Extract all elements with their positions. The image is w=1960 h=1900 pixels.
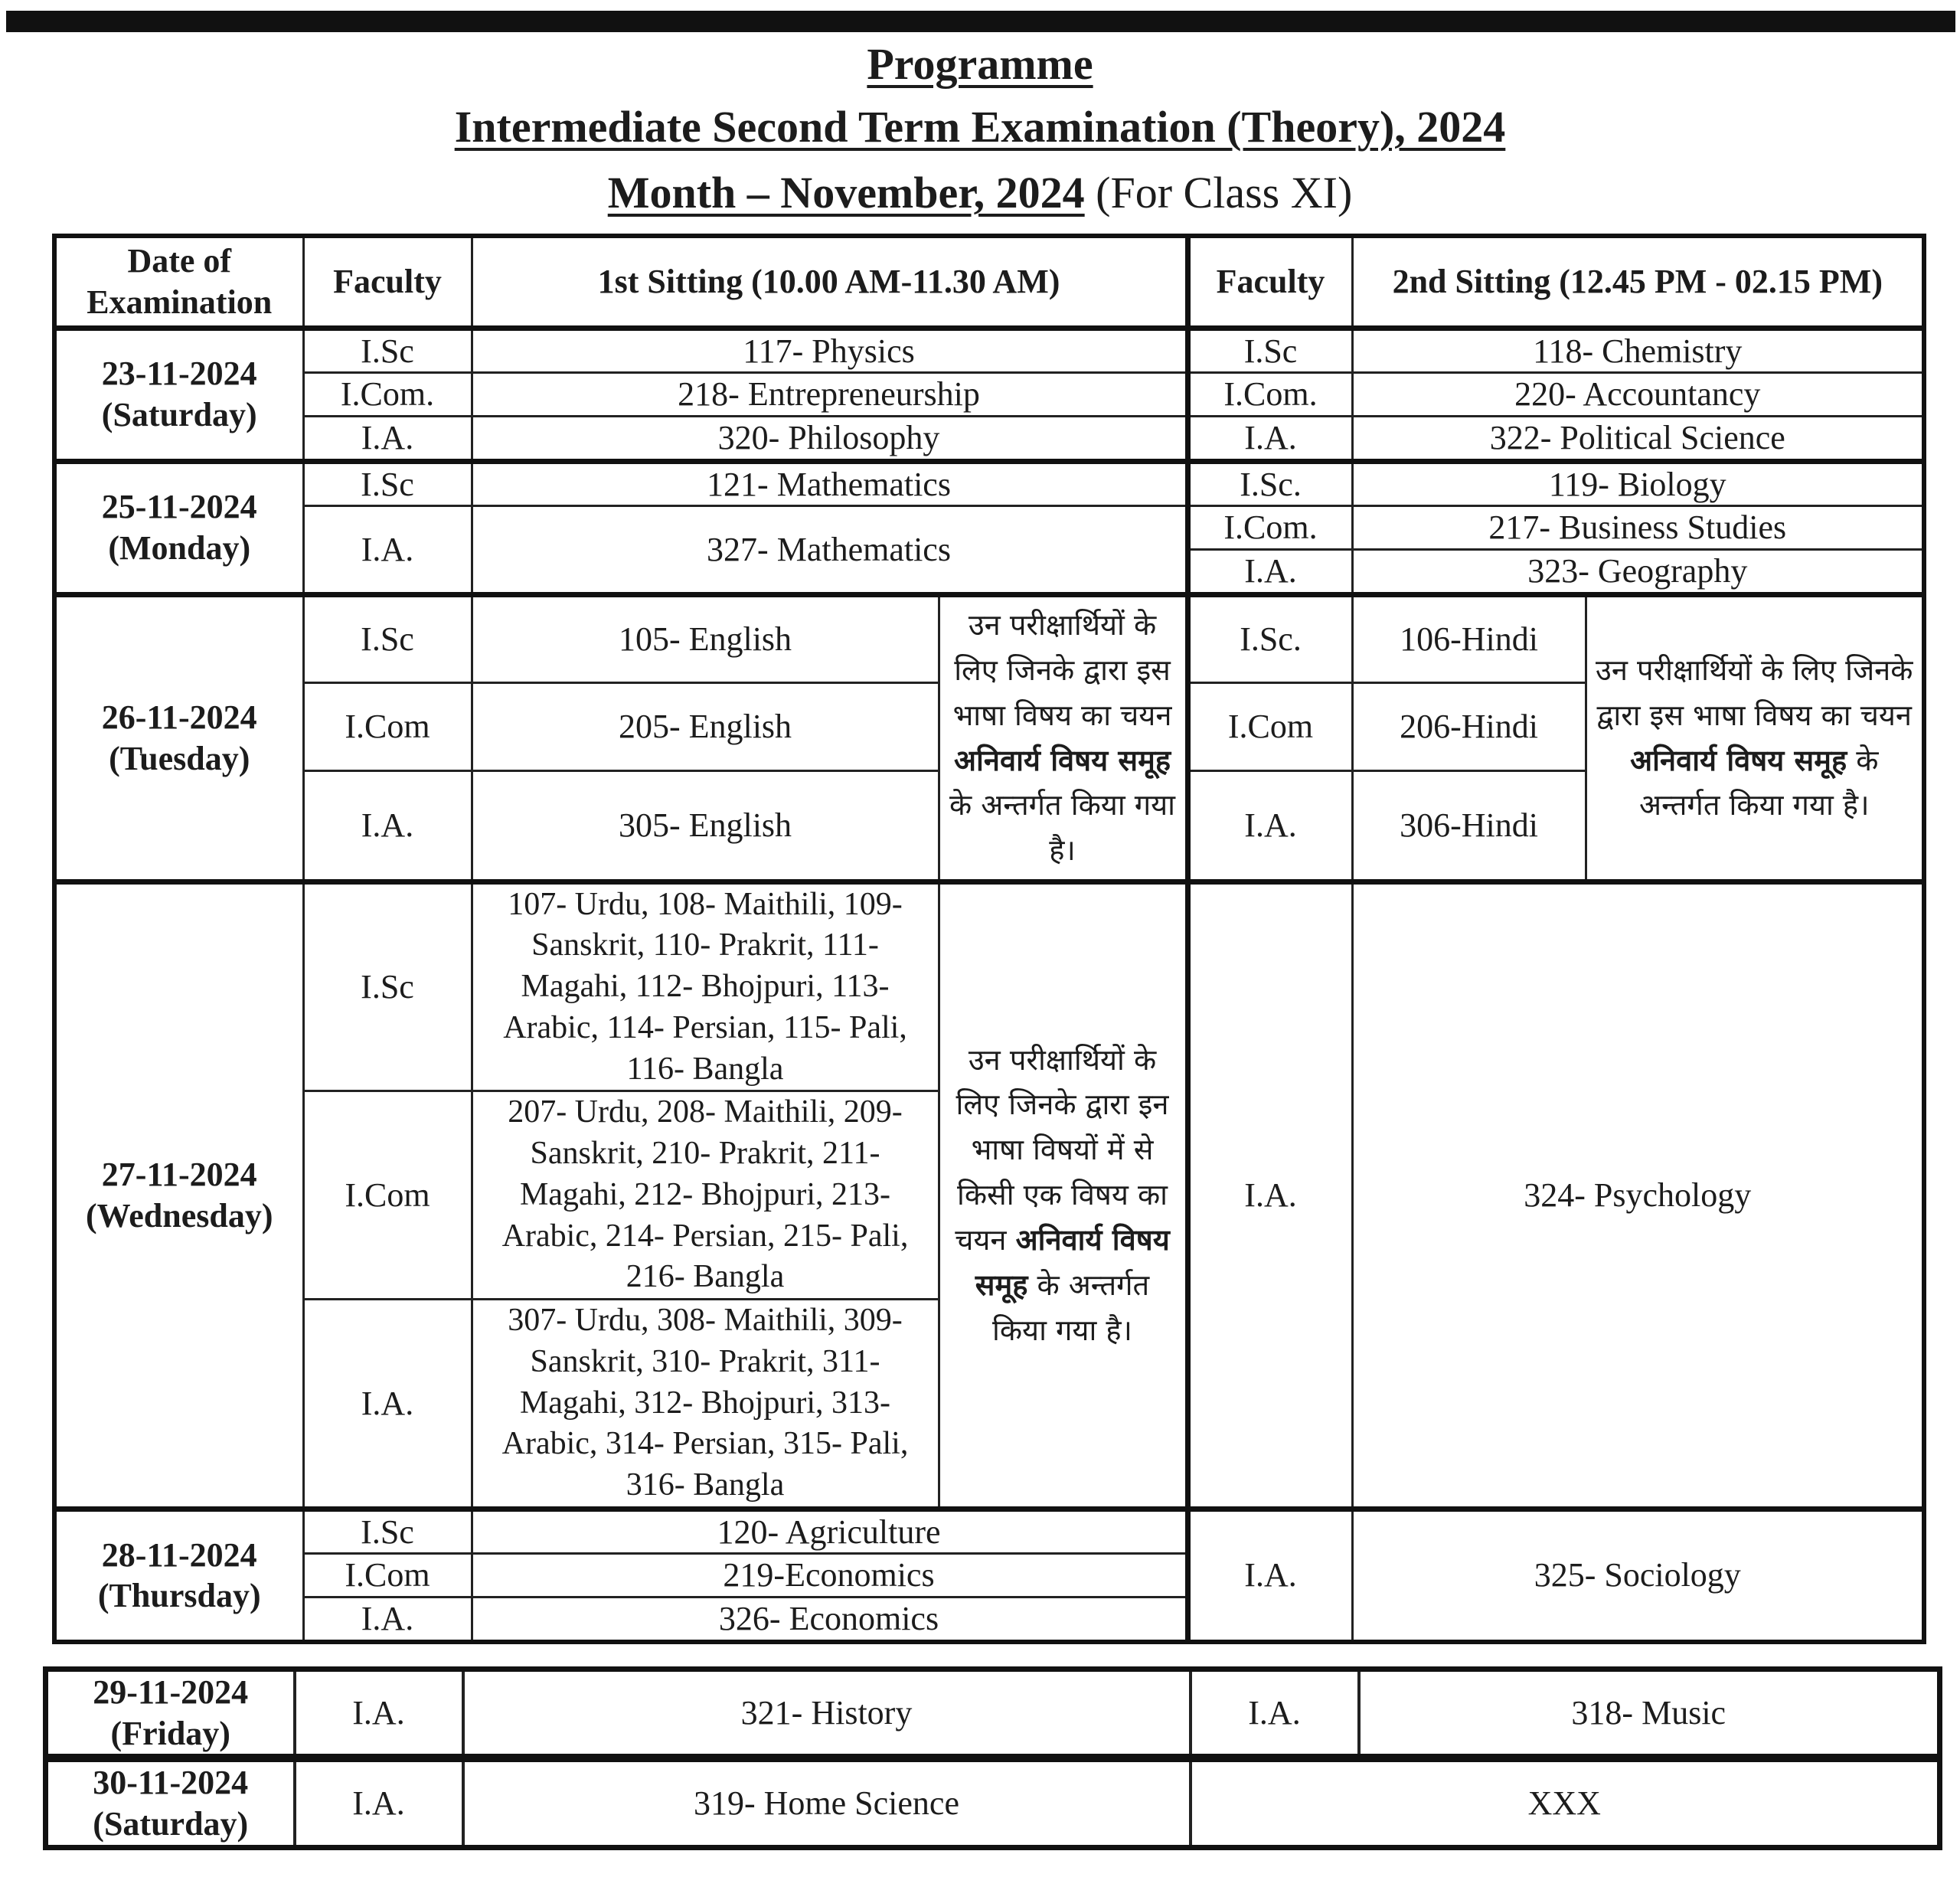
subject-cell: 219-Economics <box>472 1554 1187 1598</box>
date-cell: 25-11-2024 (Monday) <box>54 461 303 594</box>
faculty-cell: I.A. <box>303 1300 472 1509</box>
header-sitting-1: 1st Sitting (10.00 AM-11.30 AM) <box>472 236 1187 328</box>
header-faculty-2: Faculty <box>1187 236 1352 328</box>
table-row <box>54 328 1924 373</box>
faculty-cell: I.Com <box>303 1554 472 1598</box>
faculty-cell: I.Sc. <box>1187 461 1352 506</box>
subject-cell: 120- Agriculture <box>472 1509 1187 1554</box>
subject-cell: 323- Geography <box>1352 549 1924 594</box>
faculty-cell: I.Sc <box>303 594 472 682</box>
faculty-cell: I.Com <box>303 1091 472 1300</box>
table-row <box>54 506 1924 550</box>
table-row <box>54 416 1924 461</box>
exam-schedule-table <box>52 234 1926 1644</box>
exam-title: Intermediate Second Term Examination (Theory), 2024 <box>454 102 1506 152</box>
faculty-cell: I.A. <box>303 506 472 594</box>
table-row <box>54 881 1924 1091</box>
header-sitting-2: 2nd Sitting (12.45 PM - 02.15 PM) <box>1352 236 1924 328</box>
date-cell: 23-11-2024 (Saturday) <box>54 328 303 461</box>
faculty-cell: I.A. <box>303 1598 472 1642</box>
subject-cell: 121- Mathematics <box>472 461 1187 506</box>
subject-cell: 207- Urdu, 208- Maithili, 209- Sanskrit, 210- Prakrit, 211- Magahi, 212- Bhojpuri, 213- Arabic, 214- Persian, 215- Pali, 216- Bangla <box>472 1091 939 1300</box>
faculty-cell: I.A. <box>303 416 472 461</box>
subject-cell: 319- Home Science <box>463 1760 1191 1848</box>
faculty-cell: I.Com <box>303 682 472 770</box>
faculty-cell: I.Sc. <box>1187 594 1352 682</box>
subject-cell: 307- Urdu, 308- Maithili, 309- Sanskrit, 310- Prakrit, 311- Magahi, 312- Bhojpuri, 313- Arabic, 314- Persian, 315- Pali, 316- Bangla <box>472 1300 939 1509</box>
subject-cell: 326- Economics <box>472 1598 1187 1642</box>
date-cell: 26-11-2024 (Tuesday) <box>54 594 303 881</box>
faculty-cell: I.Sc <box>1187 328 1352 373</box>
faculty-cell: I.Com. <box>1187 506 1352 550</box>
date-cell: 27-11-2024 (Wednesday) <box>54 881 303 1509</box>
faculty-cell: I.A. <box>303 770 472 881</box>
subject-cell: 117- Physics <box>472 328 1187 373</box>
table-row <box>54 461 1924 506</box>
table-row <box>54 373 1924 417</box>
date-cell: 29-11-2024 (Friday) <box>46 1669 295 1757</box>
subject-cell: 325- Sociology <box>1352 1509 1924 1642</box>
faculty-cell: I.Com <box>1187 682 1352 770</box>
subject-cell: 105- English <box>472 594 939 682</box>
subject-cell: 217- Business Studies <box>1352 506 1924 550</box>
faculty-cell: I.A. <box>295 1760 463 1848</box>
table-row <box>46 1760 1940 1848</box>
class-text: (For Class XI) <box>1096 168 1353 217</box>
subject-cell: 321- History <box>463 1669 1191 1757</box>
faculty-cell: I.A. <box>1187 549 1352 594</box>
subject-cell: 106-Hindi <box>1352 594 1586 682</box>
schedule-row-saturday <box>43 1757 1942 1850</box>
subject-cell: 205- English <box>472 682 939 770</box>
compulsory-note: उन परीक्षार्थियों के लिए जिनके द्वारा इन भाषा विषयों में से किसी एक विषय का चयन अनिवार्य विषय समूह के अन्तर्गत किया गया है। <box>939 881 1187 1509</box>
faculty-cell: I.Com. <box>1187 373 1352 417</box>
date-cell: 28-11-2024 (Thursday) <box>54 1509 303 1642</box>
faculty-cell: I.Sc <box>303 461 472 506</box>
table-header-row <box>54 236 1924 328</box>
subject-cell: XXX <box>1191 1760 1940 1848</box>
schedule-row-friday <box>43 1666 1942 1759</box>
faculty-cell: I.Sc <box>303 881 472 1091</box>
date-cell: 30-11-2024 (Saturday) <box>46 1760 295 1848</box>
table-row <box>46 1669 1940 1757</box>
faculty-cell: I.A. <box>1187 881 1352 1509</box>
top-rule <box>6 11 1955 32</box>
subject-cell: 305- English <box>472 770 939 881</box>
subject-cell: 322- Political Science <box>1352 416 1924 461</box>
subject-cell: 206-Hindi <box>1352 682 1586 770</box>
table-row <box>54 1509 1924 1554</box>
subject-cell: 119- Biology <box>1352 461 1924 506</box>
subject-cell: 220- Accountancy <box>1352 373 1924 417</box>
header-date: Date of Examination <box>54 236 303 328</box>
subject-cell: 118- Chemistry <box>1352 328 1924 373</box>
subject-cell: 306-Hindi <box>1352 770 1586 881</box>
subject-cell: 318- Music <box>1359 1669 1940 1757</box>
programme-heading: Programme <box>867 39 1093 89</box>
compulsory-note: उन परीक्षार्थियों के लिए जिनके द्वारा इस भाषा विषय का चयन अनिवार्य विषय समूह के अन्तर्गत किया गया है। <box>939 594 1187 881</box>
faculty-cell: I.Sc <box>303 1509 472 1554</box>
faculty-cell: I.A. <box>1187 770 1352 881</box>
faculty-cell: I.Com. <box>303 373 472 417</box>
header-faculty-1: Faculty <box>303 236 472 328</box>
faculty-cell: I.A. <box>1191 1669 1359 1757</box>
faculty-cell: I.A. <box>295 1669 463 1757</box>
subject-cell: 320- Philosophy <box>472 416 1187 461</box>
faculty-cell: I.A. <box>1187 416 1352 461</box>
subject-cell: 324- Psychology <box>1352 881 1924 1509</box>
month-line <box>0 167 1960 218</box>
subject-cell: 218- Entrepreneurship <box>472 373 1187 417</box>
compulsory-note: उन परीक्षार्थियों के लिए जिनके द्वारा इस भाषा विषय का चयन अनिवार्य विषय समूह के अन्तर्गत किया गया है। <box>1586 594 1924 881</box>
faculty-cell: I.Sc <box>303 328 472 373</box>
table-row <box>54 594 1924 682</box>
subject-cell: 327- Mathematics <box>472 506 1187 594</box>
month-text: Month – November, 2024 <box>607 168 1085 217</box>
subject-cell: 107- Urdu, 108- Maithili, 109- Sanskrit, 110- Prakrit, 111- Magahi, 112- Bhojpuri, 113- Arabic, 114- Persian, 115- Pali, 116- Bangla <box>472 881 939 1091</box>
faculty-cell: I.A. <box>1187 1509 1352 1642</box>
